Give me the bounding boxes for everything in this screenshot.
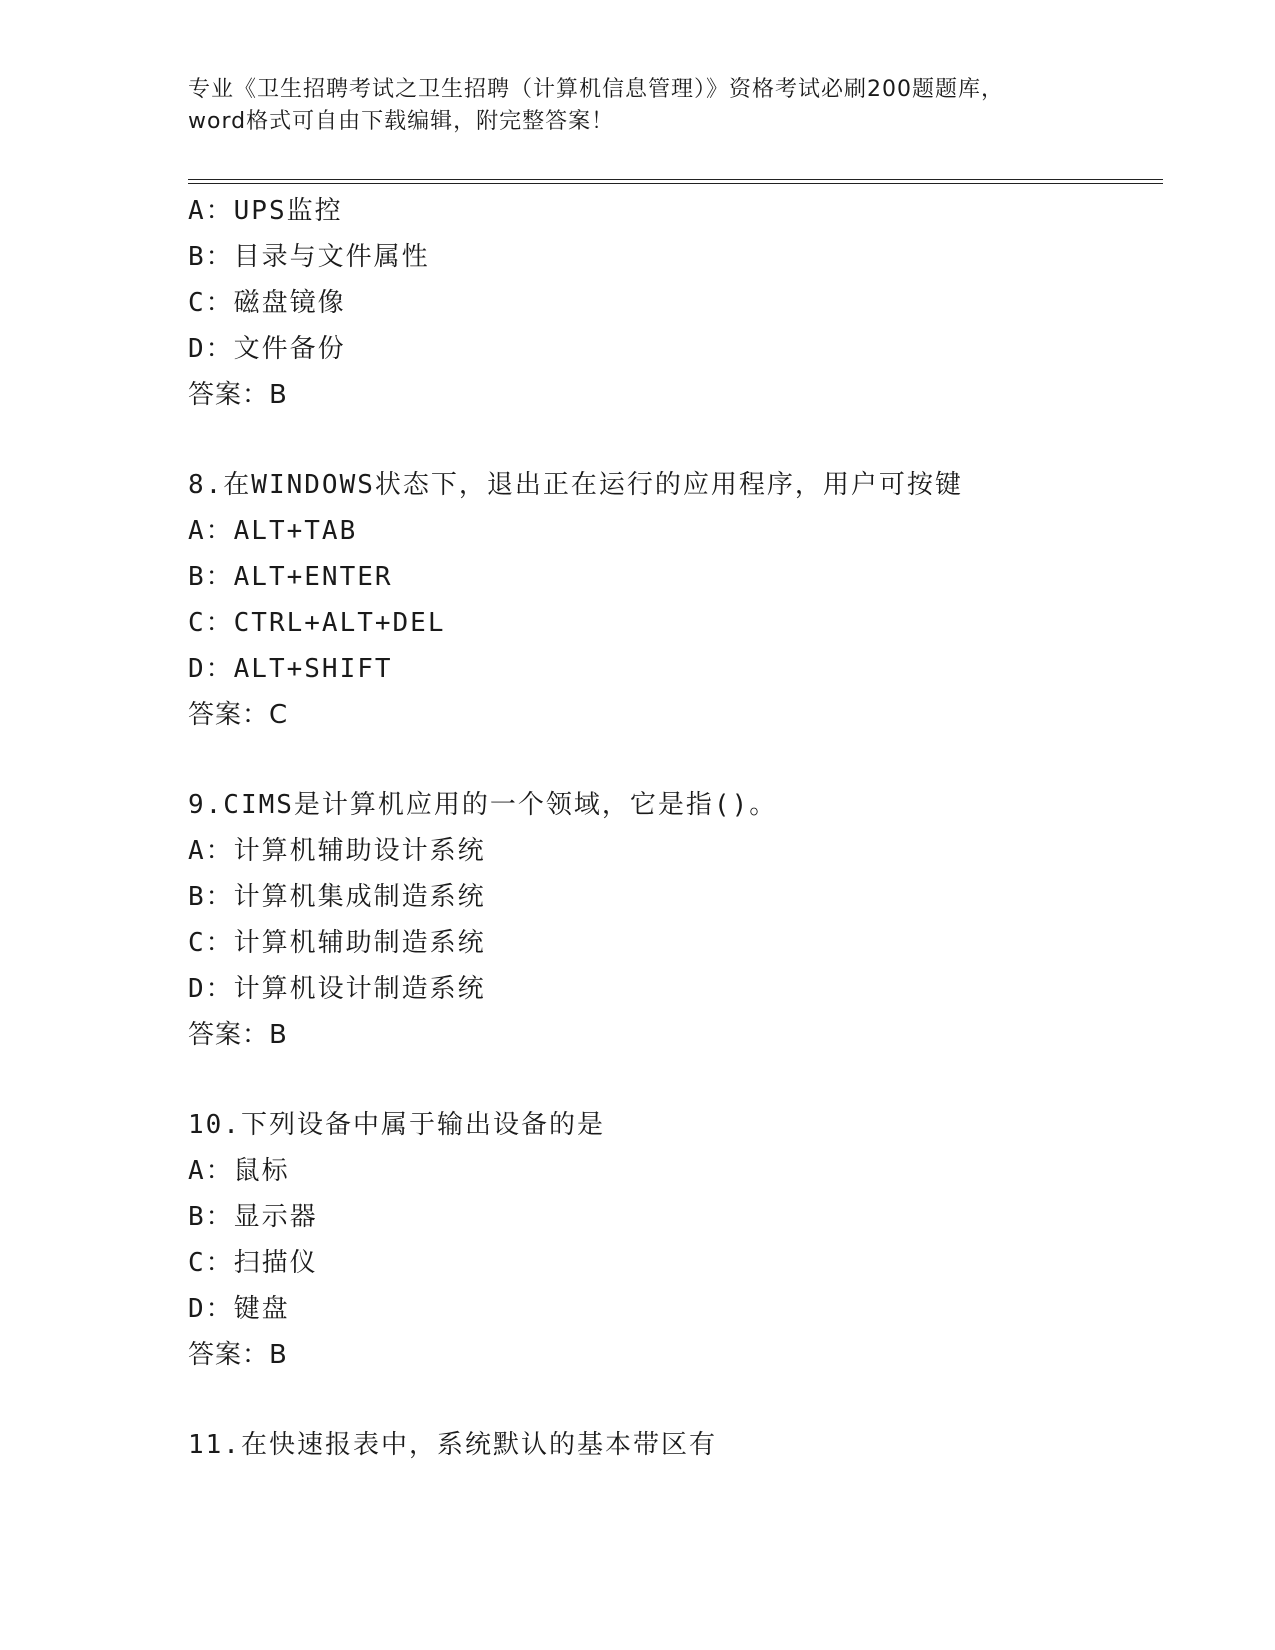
q11-question: 11.在快速报表中，系统默认的基本带区有 — [188, 1430, 717, 1460]
q9-option-c: C：计算机辅助制造系统 — [188, 928, 486, 958]
q8-option-a: A：ALT+TAB — [188, 516, 358, 546]
question-10 — [188, 1102, 1168, 1378]
q10-option-c: C：扫描仪 — [188, 1248, 318, 1278]
q8-option-d: D：ALT+SHIFT — [188, 654, 393, 684]
q7-option-a: A：UPS监控 — [188, 196, 343, 226]
q9-question: 9.CIMS是计算机应用的一个领域，它是指()。 — [188, 790, 778, 820]
q8-option-b: B：ALT+ENTER — [188, 562, 393, 592]
q9-option-b: B：计算机集成制造系统 — [188, 882, 486, 912]
q9-option-d: D：计算机设计制造系统 — [188, 974, 486, 1004]
q7-option-b: B：目录与文件属性 — [188, 242, 430, 272]
q8-question: 8.在WINDOWS状态下，退出正在运行的应用程序，用户可按键 — [188, 470, 963, 500]
q7-answer: 答案：B — [188, 380, 288, 410]
header-line-2: word格式可自由下载编辑，附完整答案！ — [188, 109, 615, 134]
question-11 — [188, 1422, 1168, 1468]
q7-option-c: C：磁盘镜像 — [188, 288, 346, 318]
q10-option-d: D：键盘 — [188, 1294, 290, 1324]
question-list — [188, 188, 1168, 1468]
header-divider — [188, 179, 1163, 184]
q7-option-d: D：文件备份 — [188, 334, 346, 364]
q9-answer: 答案：B — [188, 1020, 288, 1050]
q8-option-c: C：CTRL+ALT+DEL — [188, 608, 446, 638]
document-header — [188, 74, 1088, 138]
question-9 — [188, 782, 1168, 1058]
q10-answer: 答案：B — [188, 1340, 288, 1370]
q9-option-a: A：计算机辅助设计系统 — [188, 836, 486, 866]
question-7 — [188, 188, 1168, 418]
q10-question: 10.下列设备中属于输出设备的是 — [188, 1110, 605, 1140]
q10-option-b: B：显示器 — [188, 1202, 318, 1232]
q8-answer: 答案：C — [188, 700, 289, 730]
header-line-1: 专业《卫生招聘考试之卫生招聘（计算机信息管理）》资格考试必刷200题题库， — [188, 77, 1004, 102]
q10-option-a: A：鼠标 — [188, 1156, 290, 1186]
question-8 — [188, 462, 1168, 738]
